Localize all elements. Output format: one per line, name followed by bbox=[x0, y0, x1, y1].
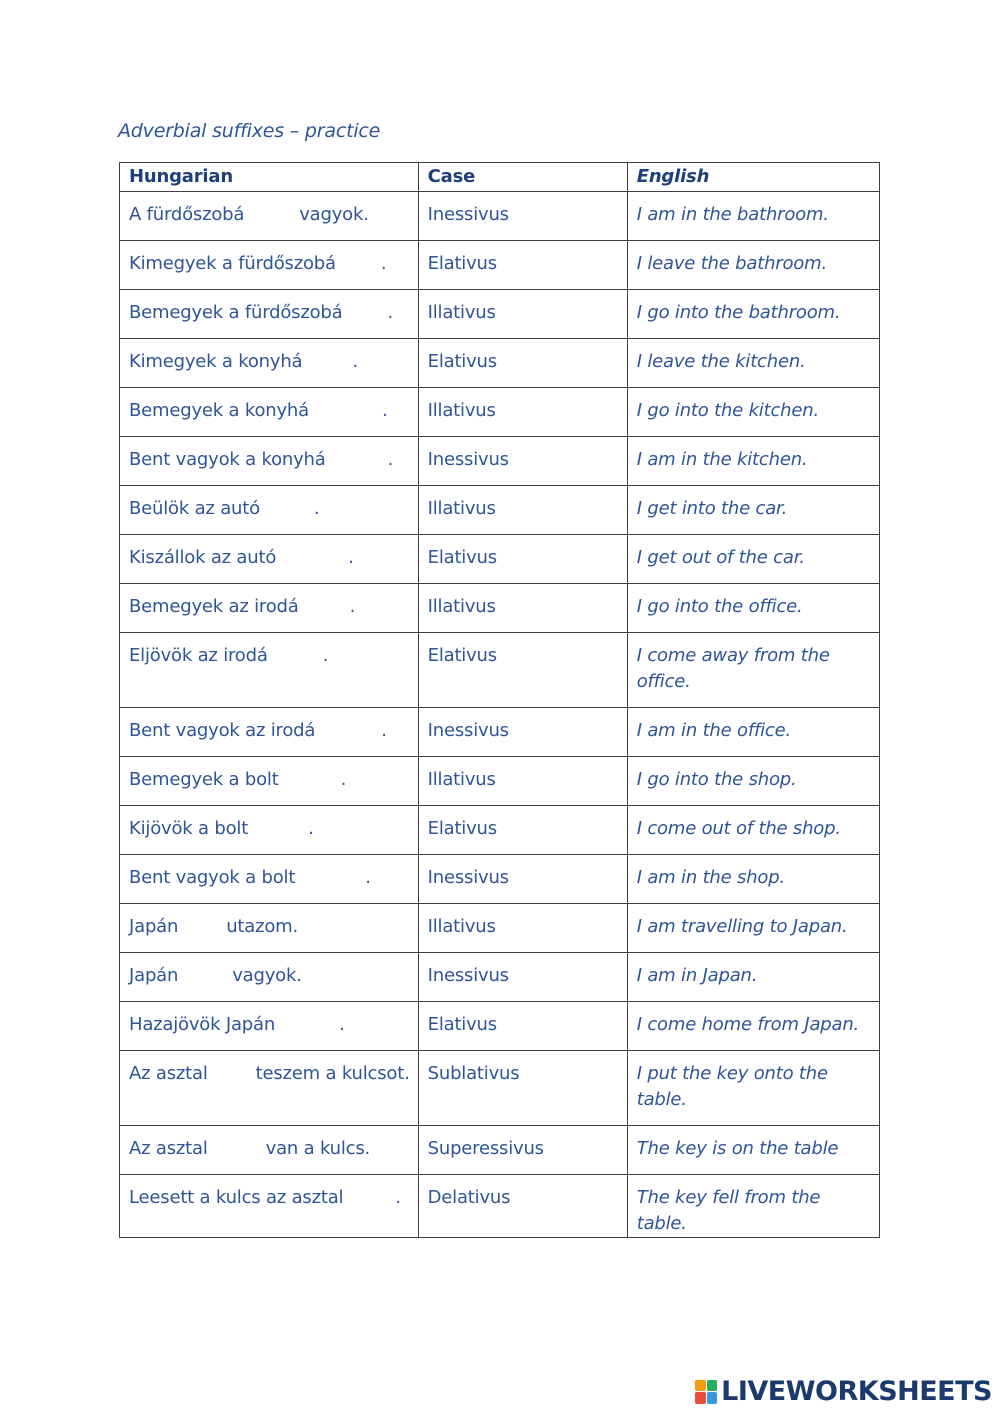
logo-text: LIVEWORKSHEETS bbox=[721, 1376, 992, 1407]
case-cell: Illativus bbox=[418, 486, 627, 535]
case-cell: Inessivus bbox=[418, 437, 627, 486]
table-row bbox=[120, 806, 880, 855]
hungarian-text-before: Bent vagyok a konyhá bbox=[129, 449, 326, 470]
table-body bbox=[120, 192, 880, 1238]
english-cell: I come away from the office. bbox=[627, 633, 879, 708]
hungarian-text-before: Bemegyek a fürdőszobá bbox=[129, 302, 343, 323]
case-cell: Inessivus bbox=[418, 953, 627, 1002]
case-cell: Illativus bbox=[418, 757, 627, 806]
table-row bbox=[120, 437, 880, 486]
hungarian-text-after: . bbox=[308, 818, 314, 839]
header-case: Case bbox=[418, 163, 627, 192]
case-cell: Inessivus bbox=[418, 708, 627, 757]
table-row bbox=[120, 855, 880, 904]
hungarian-text-before: Kijövök a bolt bbox=[129, 818, 249, 839]
hungarian-text-before: Leesett a kulcs az asztal bbox=[129, 1187, 344, 1208]
case-cell: Elativus bbox=[418, 633, 627, 708]
hungarian-text-before: Eljövök az irodá bbox=[129, 645, 268, 666]
hungarian-cell bbox=[120, 1126, 419, 1175]
english-cell: I am in the kitchen. bbox=[627, 437, 879, 486]
hungarian-text-before: Japán bbox=[129, 916, 179, 937]
hungarian-cell bbox=[120, 708, 419, 757]
english-cell: I am in the shop. bbox=[627, 855, 879, 904]
english-cell: I go into the office. bbox=[627, 584, 879, 633]
hungarian-cell bbox=[120, 806, 419, 855]
table-row bbox=[120, 708, 880, 757]
hungarian-cell bbox=[120, 290, 419, 339]
table-row bbox=[120, 953, 880, 1002]
logo-square bbox=[695, 1392, 706, 1404]
hungarian-text-after: . bbox=[381, 720, 387, 741]
english-cell: I leave the bathroom. bbox=[627, 241, 879, 290]
english-cell: I get into the car. bbox=[627, 486, 879, 535]
hungarian-text-after: . bbox=[380, 253, 387, 274]
hungarian-cell bbox=[120, 486, 419, 535]
english-cell: The key is on the table bbox=[627, 1126, 879, 1175]
hungarian-cell bbox=[120, 855, 419, 904]
hungarian-text-after: . bbox=[340, 769, 347, 790]
english-cell: I leave the kitchen. bbox=[627, 339, 879, 388]
header-english: English bbox=[627, 163, 879, 192]
english-cell: I go into the shop. bbox=[627, 757, 879, 806]
case-cell: Inessivus bbox=[418, 855, 627, 904]
hungarian-text-before: Kiszállok az autó bbox=[129, 547, 277, 568]
english-cell: I am travelling to Japan. bbox=[627, 904, 879, 953]
hungarian-text-after: . bbox=[313, 498, 320, 519]
english-cell: I am in the bathroom. bbox=[627, 192, 879, 241]
hungarian-cell bbox=[120, 1175, 419, 1238]
table-row bbox=[120, 584, 880, 633]
page-title: Adverbial suffixes – practice bbox=[118, 120, 381, 142]
hungarian-text-after: . bbox=[381, 400, 388, 421]
table-row bbox=[120, 192, 880, 241]
liveworksheets-logo bbox=[695, 1376, 992, 1407]
case-cell: Illativus bbox=[418, 904, 627, 953]
hungarian-text-after: vagyok. bbox=[232, 965, 302, 986]
hungarian-text-after: . bbox=[349, 596, 356, 617]
case-cell: Illativus bbox=[418, 388, 627, 437]
hungarian-text-before: Kimegyek a fürdőszobá bbox=[129, 253, 336, 274]
hungarian-text-before: Az asztal bbox=[129, 1063, 208, 1084]
table-row bbox=[120, 1002, 880, 1051]
table-row bbox=[120, 1126, 880, 1175]
table-row bbox=[120, 1051, 880, 1126]
practice-table bbox=[119, 162, 880, 1238]
hungarian-text-after: vagyok. bbox=[299, 204, 369, 225]
english-cell: I come home from Japan. bbox=[627, 1002, 879, 1051]
hungarian-text-after: . bbox=[365, 867, 371, 888]
hungarian-text-before: Beülök az autó bbox=[129, 498, 260, 519]
hungarian-text-after: utazom. bbox=[226, 916, 299, 937]
hungarian-text-after: teszem a kulcsot. bbox=[255, 1063, 410, 1084]
case-cell: Inessivus bbox=[418, 192, 627, 241]
table-header-row bbox=[120, 163, 880, 192]
hungarian-text-after: . bbox=[387, 449, 394, 470]
hungarian-text-before: Bemegyek a bolt bbox=[129, 769, 279, 790]
case-cell: Illativus bbox=[418, 584, 627, 633]
hungarian-text-after: . bbox=[387, 302, 393, 323]
table-row bbox=[120, 290, 880, 339]
hungarian-cell bbox=[120, 584, 419, 633]
table-row bbox=[120, 535, 880, 584]
logo-square bbox=[707, 1392, 718, 1404]
table-row bbox=[120, 904, 880, 953]
table-row bbox=[120, 339, 880, 388]
hungarian-cell bbox=[120, 241, 419, 290]
english-cell: I get out of the car. bbox=[627, 535, 879, 584]
hungarian-text-before: Bemegyek az irodá bbox=[129, 596, 299, 617]
hungarian-text-after: . bbox=[352, 351, 358, 372]
english-cell: I come out of the shop. bbox=[627, 806, 879, 855]
hungarian-text-after: . bbox=[339, 1014, 345, 1035]
hungarian-cell bbox=[120, 633, 419, 708]
table-row bbox=[120, 633, 880, 708]
hungarian-cell bbox=[120, 437, 419, 486]
logo-square bbox=[695, 1380, 706, 1392]
case-cell: Elativus bbox=[418, 241, 627, 290]
english-cell: I am in Japan. bbox=[627, 953, 879, 1002]
liveworksheets-logo-icon bbox=[695, 1380, 717, 1404]
hungarian-cell bbox=[120, 1051, 419, 1126]
table-row bbox=[120, 1175, 880, 1238]
hungarian-text-after: . bbox=[348, 547, 354, 568]
hungarian-cell bbox=[120, 953, 419, 1002]
hungarian-cell bbox=[120, 535, 419, 584]
hungarian-text-before: Az asztal bbox=[129, 1138, 208, 1159]
case-cell: Superessivus bbox=[418, 1126, 627, 1175]
table-row bbox=[120, 757, 880, 806]
case-cell: Sublativus bbox=[418, 1051, 627, 1126]
english-cell: I am in the office. bbox=[627, 708, 879, 757]
logo-square bbox=[707, 1380, 718, 1392]
case-cell: Elativus bbox=[418, 535, 627, 584]
hungarian-text-after: van a kulcs. bbox=[265, 1138, 371, 1159]
hungarian-cell bbox=[120, 904, 419, 953]
hungarian-text-after: . bbox=[395, 1187, 401, 1208]
hungarian-cell bbox=[120, 339, 419, 388]
hungarian-cell bbox=[120, 1002, 419, 1051]
case-cell: Delativus bbox=[418, 1175, 627, 1238]
hungarian-cell bbox=[120, 757, 419, 806]
hungarian-text-before: Kimegyek a konyhá bbox=[129, 351, 303, 372]
hungarian-cell bbox=[120, 192, 419, 241]
table-row bbox=[120, 486, 880, 535]
english-cell: I go into the kitchen. bbox=[627, 388, 879, 437]
hungarian-cell bbox=[120, 388, 419, 437]
hungarian-text-before: Japán bbox=[129, 965, 179, 986]
hungarian-text-before: Bent vagyok a bolt bbox=[129, 867, 296, 888]
case-cell: Elativus bbox=[418, 1002, 627, 1051]
hungarian-text-before: Bent vagyok az irodá bbox=[129, 720, 316, 741]
english-cell: I go into the bathroom. bbox=[627, 290, 879, 339]
case-cell: Elativus bbox=[418, 806, 627, 855]
hungarian-text-before: Bemegyek a konyhá bbox=[129, 400, 309, 421]
english-cell: I put the key onto the table. bbox=[627, 1051, 879, 1126]
header-hungarian: Hungarian bbox=[120, 163, 419, 192]
hungarian-text-after: . bbox=[322, 645, 329, 666]
hungarian-text-before: Hazajövök Japán bbox=[129, 1014, 276, 1035]
english-cell: The key fell from the table. bbox=[627, 1175, 879, 1238]
table-row bbox=[120, 241, 880, 290]
case-cell: Elativus bbox=[418, 339, 627, 388]
case-cell: Illativus bbox=[418, 290, 627, 339]
table-row bbox=[120, 388, 880, 437]
hungarian-text-before: A fürdőszobá bbox=[129, 204, 245, 225]
